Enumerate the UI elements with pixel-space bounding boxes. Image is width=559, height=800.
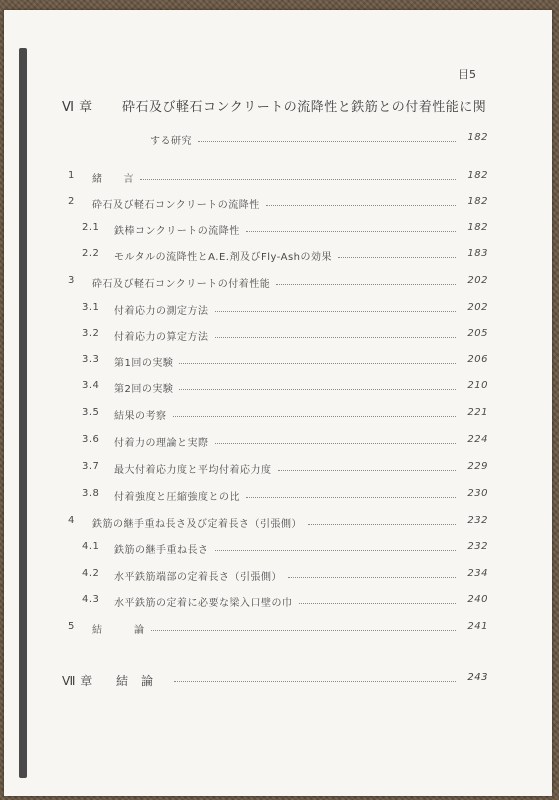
toc-entry — [4, 275, 552, 291]
entry-title: 緒 言 — [92, 174, 134, 185]
entry-number: 5 — [68, 621, 75, 632]
entry-page: 206 — [467, 354, 488, 365]
entry-page: 202 — [467, 275, 488, 286]
chapter-7-heading — [4, 672, 552, 688]
entry-number: 3.5 — [82, 407, 100, 418]
chapter-6-title-cont: する研究 — [150, 136, 192, 147]
toc-entry — [4, 196, 552, 212]
entry-title: 付着力の理論と実際 — [114, 438, 209, 449]
entry-number: 4.3 — [82, 594, 100, 605]
leader-dots — [215, 337, 456, 338]
chapter-6-heading-cont — [4, 132, 552, 148]
leader-dots — [246, 231, 456, 232]
entry-number: 3.6 — [82, 434, 100, 445]
entry-title: 砕石及び軽石コンクリートの付着性能 — [92, 279, 271, 290]
document-page — [4, 10, 552, 796]
toc-entry — [4, 488, 552, 504]
entry-page: 232 — [467, 541, 488, 552]
entry-page: 183 — [467, 248, 488, 259]
entry-page: 224 — [467, 434, 488, 445]
entry-title: 第1回の実験 — [114, 358, 174, 369]
chapter-7-title: 結 論 — [116, 674, 154, 688]
page-label: 目5 — [458, 68, 476, 81]
leader-dots — [179, 363, 456, 364]
entry-title: 鉄棒コンクリートの流降性 — [114, 226, 240, 237]
entry-title: 結果の考察 — [114, 411, 167, 422]
chapter-7-number: Ⅶ 章 — [62, 674, 93, 688]
leader-dots — [179, 389, 456, 390]
entry-number: 4.1 — [82, 541, 100, 552]
entry-number: 3 — [68, 275, 75, 286]
entry-page: 230 — [467, 488, 488, 499]
entry-page: 182 — [467, 222, 488, 233]
leader-dots — [198, 141, 456, 142]
entry-number: 1 — [68, 170, 75, 181]
toc-entry — [4, 354, 552, 370]
toc-entry — [4, 434, 552, 450]
entry-page: 234 — [467, 568, 488, 579]
toc-entry — [4, 541, 552, 557]
leader-dots — [278, 470, 456, 471]
toc-entry — [4, 594, 552, 610]
toc-entry — [4, 328, 552, 344]
leader-dots — [299, 603, 456, 604]
toc-entry — [4, 621, 552, 637]
toc-entry — [4, 248, 552, 264]
leader-dots — [140, 179, 456, 180]
chapter-6-number: Ⅵ 章 — [62, 100, 93, 115]
entry-number: 3.2 — [82, 328, 100, 339]
entry-number: 2 — [68, 196, 75, 207]
entry-title: モルタルの流降性とA.E.剤及びFly-Ashの効果 — [114, 252, 332, 263]
entry-page: 241 — [467, 621, 488, 632]
entry-page: 202 — [467, 302, 488, 313]
leader-dots — [215, 311, 456, 312]
leader-dots — [215, 443, 456, 444]
leader-dots — [151, 630, 456, 631]
entry-title: 鉄筋の継手重ね長さ及び定着長さ（引張側） — [92, 519, 302, 530]
entry-number: 2.1 — [82, 222, 100, 233]
toc-entry — [4, 380, 552, 396]
entry-page: 182 — [467, 170, 488, 181]
entry-title: 水平鉄筋端部の定着長さ（引張側） — [114, 572, 282, 583]
entry-title: 付着応力の測定方法 — [114, 306, 209, 317]
chapter-6-heading — [4, 96, 552, 115]
entry-number: 4 — [68, 515, 75, 526]
toc-entry — [4, 461, 552, 477]
leader-dots — [338, 257, 456, 258]
entry-title: 水平鉄筋の定着に必要な梁入口壁の巾 — [114, 598, 293, 609]
toc-entry — [4, 222, 552, 238]
entry-number: 4.2 — [82, 568, 100, 579]
chapter-6-page: 182 — [467, 132, 488, 143]
entry-title: 結 論 — [92, 625, 145, 636]
leader-dots — [308, 524, 456, 525]
entry-title: 第2回の実験 — [114, 384, 174, 395]
chapter-6-title: 砕石及び軽石コンクリートの流降性と鉄筋との付着性能に関 — [122, 100, 487, 115]
toc-entry — [4, 568, 552, 584]
entry-page: 182 — [467, 196, 488, 207]
entry-title: 鉄筋の継手重ね長さ — [114, 545, 209, 556]
toc-entry — [4, 515, 552, 531]
leader-dots — [266, 205, 456, 206]
chapter-7-page: 243 — [467, 672, 488, 683]
entry-page: 229 — [467, 461, 488, 472]
entry-page: 210 — [467, 380, 488, 391]
entry-number: 3.8 — [82, 488, 100, 499]
toc-entry — [4, 407, 552, 423]
entry-number: 3.3 — [82, 354, 100, 365]
toc-entry — [4, 170, 552, 186]
entry-page: 205 — [467, 328, 488, 339]
entry-number: 2.2 — [82, 248, 100, 259]
entry-title: 最大付着応力度と平均付着応力度 — [114, 465, 272, 476]
leader-dots — [174, 681, 456, 682]
leader-dots — [173, 416, 456, 417]
entry-number: 3.1 — [82, 302, 100, 313]
entry-title: 付着強度と圧縮強度との比 — [114, 492, 240, 503]
entry-page: 240 — [467, 594, 488, 605]
leader-dots — [246, 497, 456, 498]
entry-page: 221 — [467, 407, 488, 418]
entry-page: 232 — [467, 515, 488, 526]
entry-title: 付着応力の算定方法 — [114, 332, 209, 343]
leader-dots — [288, 577, 456, 578]
leader-dots — [276, 284, 456, 285]
toc-entry — [4, 302, 552, 318]
entry-title: 砕石及び軽石コンクリートの流降性 — [92, 200, 260, 211]
entry-number: 3.7 — [82, 461, 100, 472]
leader-dots — [215, 550, 456, 551]
entry-number: 3.4 — [82, 380, 100, 391]
